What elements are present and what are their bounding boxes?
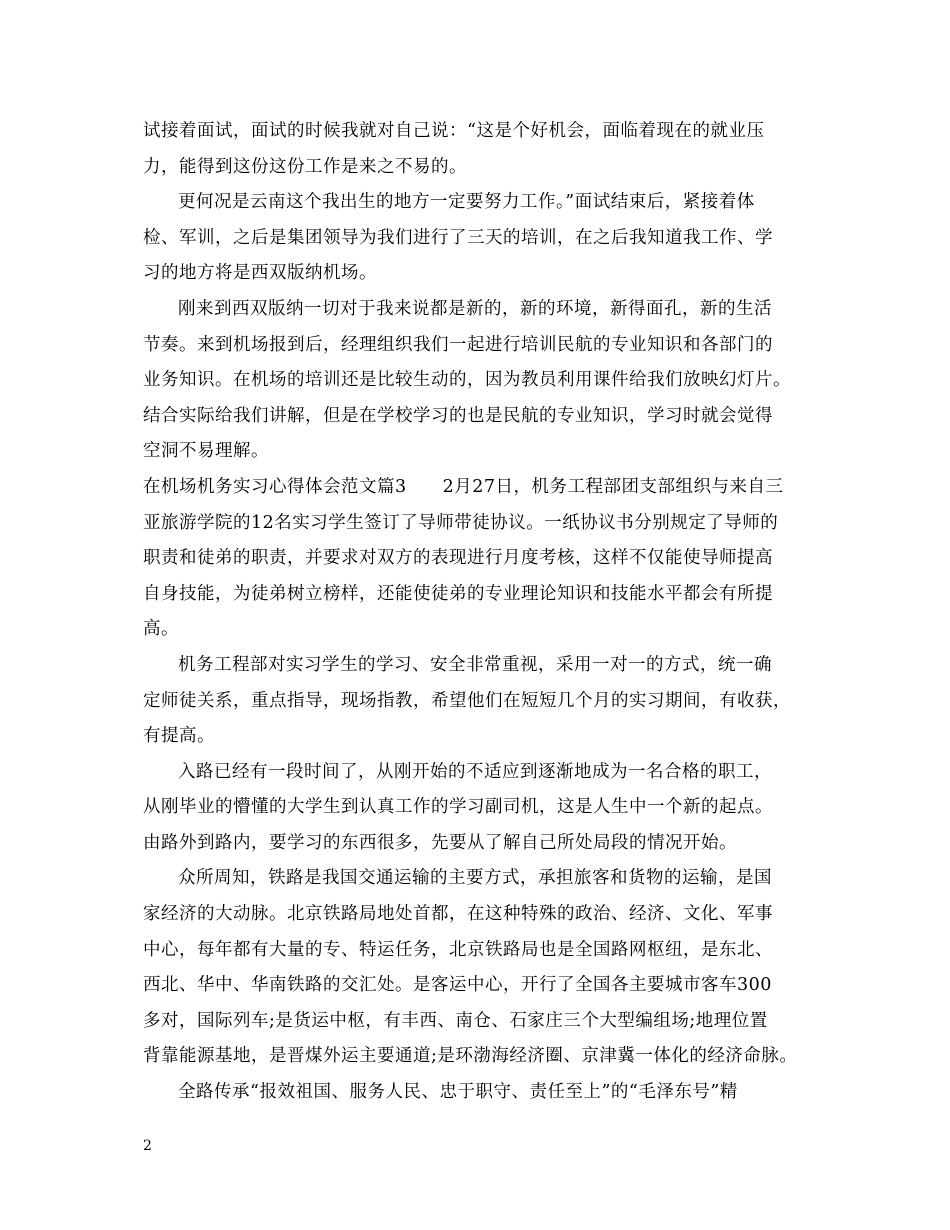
- text-line: 定师徒关系，重点指导，现场指教，希望他们在短短几个月的实习期间，有收获，: [143, 690, 791, 711]
- text-line: 检、军训，之后是集团领导为我们进行了三天的培训，在之后我知道我工作、学: [143, 227, 773, 248]
- text-line: 多对，国际列车;是货运中枢，有丰西、南仓、石家庄三个大型编组场;地理位置: [143, 1010, 768, 1031]
- text-line: 自身技能，为徒弟树立榜样，还能使徒弟的专业理论知识和技能水平都会有所提: [143, 583, 773, 604]
- text-line: 亚旅游学院的12名实习学生签订了导师带徒协议。一纸协议书分别规定了导师的: [143, 512, 779, 533]
- text-line: 业务知识。在机场的培训还是比较生动的，因为教员利用课件给我们放映幻灯片。: [143, 370, 791, 391]
- text-line: 西北、华中、华南铁路的交汇处。是客运中心，开行了全国各主要城市客车300: [143, 975, 772, 996]
- text-line: 中心，每年都有大量的专、特运任务，北京铁路局也是全国路网枢纽，是东北、: [143, 939, 773, 960]
- text-line: 入路已经有一段时间了，从刚开始的不适应到逐渐地成为一名合格的职工，: [178, 761, 772, 782]
- text-line: 从刚毕业的懵懂的大学生到认真工作的学习副司机，这是人生中一个新的起点。: [143, 797, 773, 818]
- text-line: 背靠能源基地，是晋煤外运主要通道;是环渤海经济圈、京津冀一体化的经济命脉。: [143, 1046, 798, 1067]
- text-line: 习的地方将是西双版纳机场。: [143, 263, 377, 284]
- text-line: 空洞不易理解。: [143, 441, 269, 462]
- text-line: 结合实际给我们讲解，但是在学校学习的也是民航的专业知识，学习时就会觉得: [143, 405, 773, 426]
- document-body: [143, 114, 815, 1111]
- text-line: 在机场机务实习心得体会范文篇3 2月27日，机务工程部团支部组织与来自三: [143, 476, 784, 497]
- text-line: 节奏。来到机场报到后，经理组织我们一起进行培训民航的专业知识和各部门的: [143, 334, 773, 355]
- text-line: 力，能得到这份这份工作是来之不易的。: [143, 156, 467, 177]
- text-line: 众所周知，铁路是我国交通运输的主要方式，承担旅客和货物的运输，是国: [178, 868, 772, 889]
- text-line: 更何况是云南这个我出生的地方一定要努力工作。”面试结束后，紧接着体: [178, 192, 755, 213]
- text-line: 高。: [143, 619, 179, 640]
- text-line: 机务工程部对实习学生的学习、安全非常重视，采用一对一的方式，统一确: [178, 654, 772, 675]
- page-number: 2: [143, 1138, 152, 1154]
- text-line: 家经济的大动脉。北京铁路局地处首都，在这种特殊的政治、经济、文化、军事: [143, 904, 773, 925]
- text-line: 职责和徒弟的职责，并要求对双方的表现进行月度考核，这样不仅能使导师提高: [143, 548, 773, 569]
- text-line: 由路外到路内，要学习的东西很多，先要从了解自己所处局段的情况开始。: [143, 832, 737, 853]
- text-line: 全路传承“报效祖国、服务人民、忠于职守、责任至上”的“毛泽东号”精: [178, 1082, 738, 1103]
- text-line: 有提高。: [143, 726, 215, 747]
- text-line: 刚来到西双版纳一切对于我来说都是新的，新的环境，新得面孔，新的生活: [178, 298, 772, 319]
- text-line: 试接着面试，面试的时候我就对自己说：“这是个好机会，面临着现在的就业压: [143, 121, 765, 141]
